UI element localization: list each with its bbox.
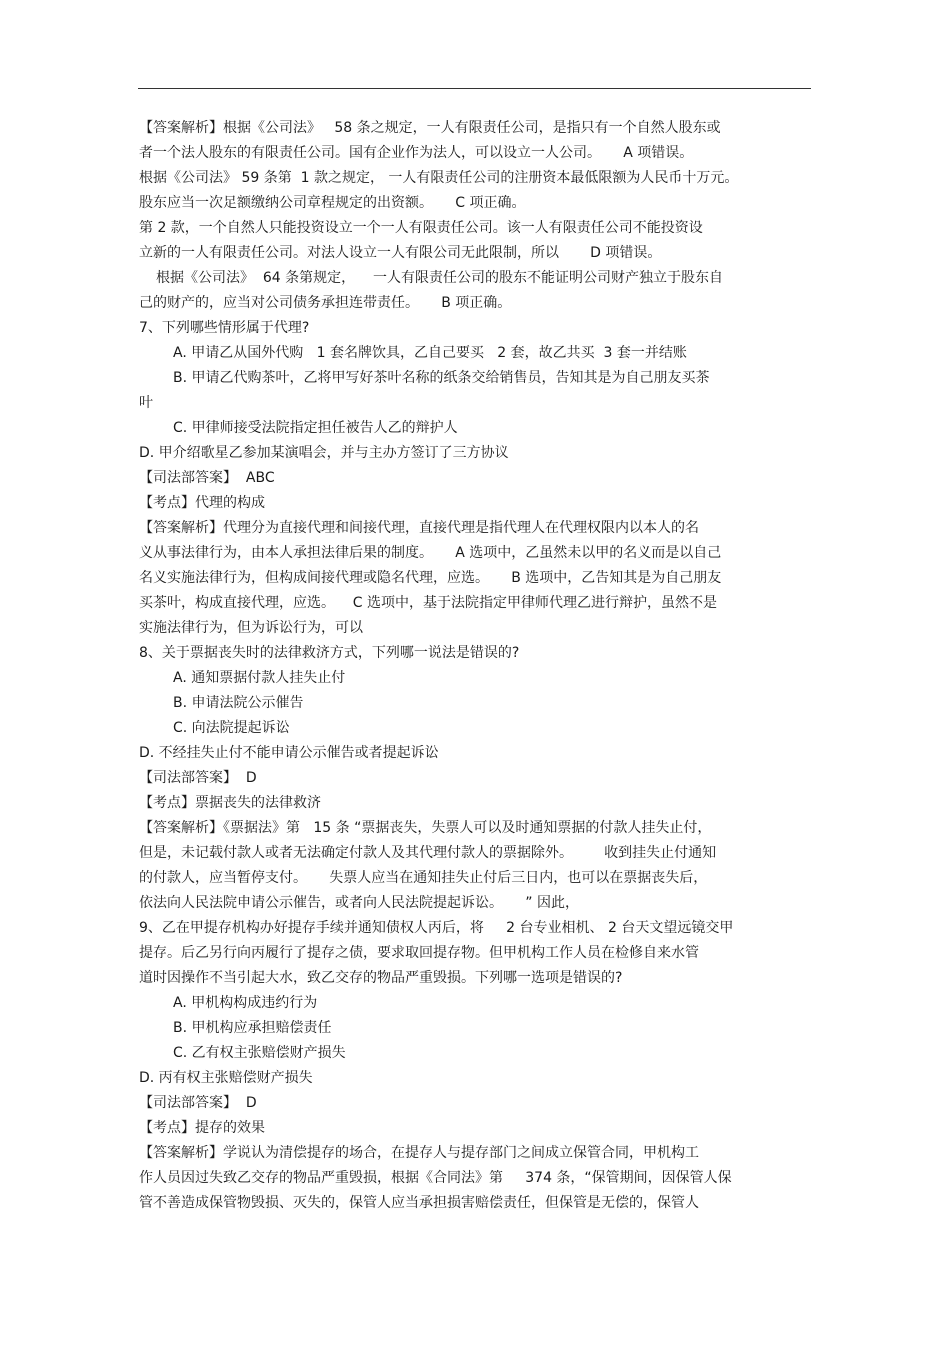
text-line: 者一个法人股东的有限责任公司。国有企业作为法人，可以设立一人公司。 A 项错误。 (139, 145, 694, 161)
text-line: 【考点】票据丧失的法律救济 (139, 795, 321, 811)
text-line: 买茶叶，构成直接代理，应选。 C 选项中，基于法院指定甲律师代理乙进行辩护，虽然不是 (139, 595, 718, 611)
text-line: 的付款人，应当暂停支付。 失票人应当在通知挂失止付后三日内，也可以在票据丧失后， (139, 870, 708, 886)
text-line: A. 通知票据付款人挂失止付 (173, 670, 346, 686)
text-line: 义从事法律行为，由本人承担法律后果的制度。 A 选项中，乙虽然未以甲的名义而是以自己 (139, 545, 722, 561)
text-line: B. 甲机构应承担赔偿责任 (173, 1020, 332, 1036)
text-line: 【考点】提存的效果 (139, 1120, 265, 1136)
text-line: 【答案解析】《票据法》第 15 条 “票据丧失，失票人可以及时通知票据的付款人挂失止付， (139, 820, 712, 836)
text-line: D. 甲介绍歌星乙参加某演唱会，并与主办方签订了三方协议 (139, 445, 509, 461)
text-line: 【司法部答案】 D (139, 770, 257, 786)
text-line: 根据《公司法》 59 条第 1 款之规定， 一人有限责任公司的注册资本最低限额为人民币十万元。 (139, 170, 739, 186)
text-line: A. 甲机构构成违约行为 (173, 995, 318, 1011)
text-line: 8、关于票据丧失时的法律救济方式，下列哪一说法是错误的? (139, 645, 520, 661)
document-body (139, 116, 811, 1216)
text-line: 提存。后乙另行向丙履行了提存之债，要求取回提存物。但甲机构工作人员在检修自来水管 (139, 945, 699, 961)
text-line: 根据《公司法》 64 条第规定， 一人有限责任公司的股东不能证明公司财产独立于股东自 (156, 270, 723, 286)
text-line: 第 2 款，一个自然人只能投资设立一个一人有限责任公司。该一人有限责任公司不能投资设 (139, 220, 703, 236)
text-line: 【考点】代理的构成 (139, 495, 265, 511)
text-line: 【司法部答案】 ABC (139, 470, 275, 486)
text-line: 【司法部答案】 D (139, 1095, 257, 1111)
header-rule (138, 88, 811, 89)
text-line: 道时因操作不当引起大水，致乙交存的物品严重毁损。下列哪一选项是错误的? (139, 970, 623, 986)
text-line: 但是，未记载付款人或者无法确定付款人及其代理付款人的票据除外。 收到挂失止付通知 (139, 845, 717, 861)
text-line: 管不善造成保管物毁损、灭失的，保管人应当承担损害赔偿责任，但保管是无偿的，保管人 (139, 1195, 699, 1211)
text-line: B. 申请法院公示催告 (173, 695, 304, 711)
text-line: C. 向法院提起诉讼 (173, 720, 290, 736)
text-line: 【答案解析】代理分为直接代理和间接代理，直接代理是指代理人在代理权限内以本人的名 (139, 520, 699, 536)
text-line: 立新的一人有限责任公司。对法人设立一人有限公司无此限制，所以 D 项错误。 (139, 245, 662, 261)
text-line: 【答案解析】根据《公司法》 58 条之规定，一人有限责任公司，是指只有一个自然人股东或 (139, 120, 721, 136)
text-line: 9、乙在甲提存机构办好提存手续并通知债权人丙后，将 2 台专业相机、 2 台天文望远镜交甲 (139, 920, 734, 936)
text-line: 作人员因过失致乙交存的物品严重毁损，根据《合同法》第 374 条，“保管期间，因保管人保 (139, 1170, 732, 1186)
text-line: 己的财产的，应当对公司债务承担连带责任。 B 项正确。 (139, 295, 512, 311)
text-line: 股东应当一次足额缴纳公司章程规定的出资额。 C 项正确。 (139, 195, 526, 211)
text-line: 叶 (139, 395, 153, 411)
text-line: D. 不经挂失止付不能申请公示催告或者提起诉讼 (139, 745, 439, 761)
text-line: 名义实施法律行为，但构成间接代理或隐名代理，应选。 B 选项中，乙告知其是为自己朋友 (139, 570, 722, 586)
text-line: 依法向人民法院申请公示催告，或者向人民法院提起诉讼。 ” 因此， (139, 895, 579, 911)
text-line: 7、下列哪些情形属于代理? (139, 320, 310, 336)
text-line: 实施法律行为，但为诉讼行为，可以 (139, 620, 363, 636)
text-line: C. 乙有权主张赔偿财产损失 (173, 1045, 346, 1061)
text-line: B. 甲请乙代购茶叶，乙将甲写好茶叶名称的纸条交给销售员，告知其是为自己朋友买茶 (173, 370, 710, 386)
text-line: 【答案解析】学说认为清偿提存的场合，在提存人与提存部门之间成立保管合同，甲机构工 (139, 1145, 699, 1161)
text-line: A. 甲请乙从国外代购 1 套名牌饮具，乙自己要买 2 套，故乙共买 3 套一并结账 (173, 345, 687, 361)
text-line: D. 丙有权主张赔偿财产损失 (139, 1070, 313, 1086)
text-line: C. 甲律师接受法院指定担任被告人乙的辩护人 (173, 420, 458, 436)
